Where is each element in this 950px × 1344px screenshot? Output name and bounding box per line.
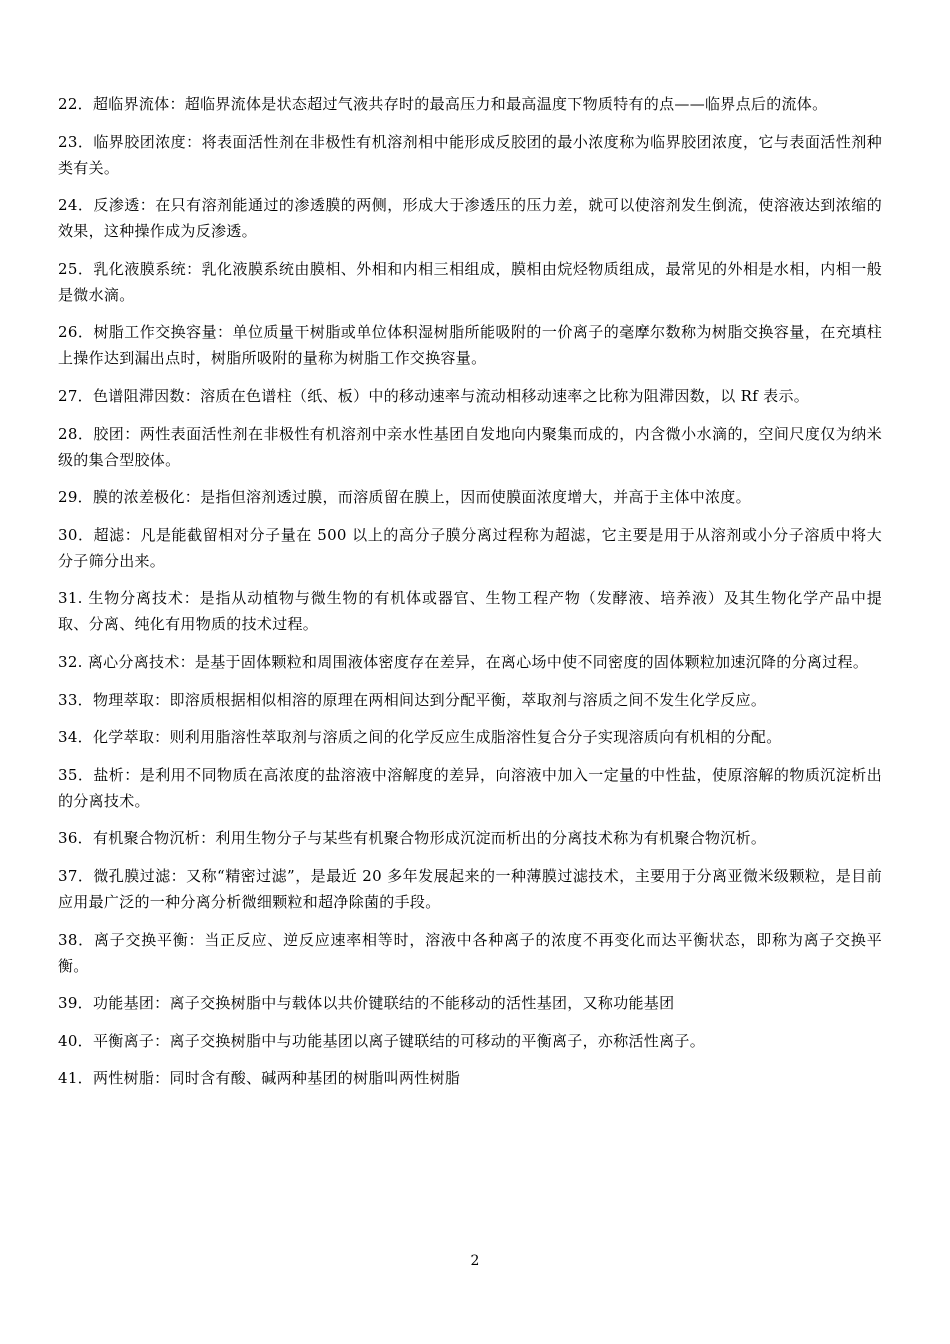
glossary-entry-34: 34．化学萃取：则利用脂溶性萃取剂与溶质之间的化学反应生成脂溶性复合分子实现溶质向有机相的分配。 xyxy=(58,728,782,747)
glossary-entry-22: 22．超临界流体：超临界流体是状态超过气液共存时的最高压力和最高温度下物质特有的点——临界点后的流体。 xyxy=(58,95,828,113)
glossary-entry-39: 39．功能基团：离子交换树脂中与载体以共价键联结的不能移动的活性基团，又称功能基团 xyxy=(58,994,675,1013)
glossary-entry-41: 41．两性树脂：同时含有酸、碱两种基团的树脂叫两性树脂 xyxy=(58,1069,461,1088)
glossary-entry-28: 28．胶团：两性表面活性剂在非极性有机溶剂中亲水性基团自发地向内聚集而成的，内含微小水滴的，空间尺度仅为纳米级的集合型胶体。 xyxy=(58,424,882,469)
glossary-entry-40: 40．平衡离子：离子交换树脂中与功能基团以离子键联结的可移动的平衡离子，亦称活性离子。 xyxy=(58,1031,705,1050)
glossary-entry-36: 36．有机聚合物沉析：利用生物分子与某些有机聚合物形成沉淀而析出的分离技术称为有机聚合物沉析。 xyxy=(58,829,767,848)
glossary-list xyxy=(58,91,882,1103)
glossary-entry-27: 27．色谱阻滞因数：溶质在色谱柱（纸、板）中的移动速率与流动相移动速率之比称为阻滞因数，以 Rf 表示。 xyxy=(58,386,810,405)
glossary-entry-24: 24．反渗透：在只有溶剂能通过的渗透膜的两侧，形成大于渗透压的压力差，就可以使溶剂发生倒流，使溶液达到浓缩的效果，这种操作成为反渗透。 xyxy=(58,196,882,241)
glossary-entry-38: 38．离子交换平衡：当正反应、逆反应速率相等时，溶液中各种离子的浓度不再变化而达平衡状态，即称为离子交换平衡。 xyxy=(58,930,882,975)
glossary-entry-30: 30．超滤：凡是能截留相对分子量在 500 以上的高分子膜分离过程称为超滤，它主要是用于从溶剂或小分子溶质中将大分子筛分出来。 xyxy=(58,525,882,570)
glossary-entry-25: 25．乳化液膜系统：乳化液膜系统由膜相、外相和内相三相组成，膜相由烷烃物质组成，最常见的外相是水相，内相一般是微水滴。 xyxy=(58,259,882,304)
glossary-entry-32: 32. 离心分离技术：是基于固体颗粒和周围液体密度存在差异，在离心场中使不同密度的固体颗粒加速沉降的分离过程。 xyxy=(58,652,869,671)
glossary-entry-35: 35．盐析：是利用不同物质在高浓度的盐溶液中溶解度的差异，向溶液中加入一定量的中性盐，使原溶解的物质沉淀析出的分离技术。 xyxy=(58,765,882,810)
page-number: 2 xyxy=(470,1253,480,1269)
glossary-entry-23: 23．临界胶团浓度：将表面活性剂在非极性有机溶剂相中能形成反胶团的最小浓度称为临界胶团浓度，它与表面活性剂种类有关。 xyxy=(58,132,882,177)
glossary-entry-33: 33．物理萃取：即溶质根据相似相溶的原理在两相间达到分配平衡，萃取剂与溶质之间不发生化学反应。 xyxy=(58,690,767,709)
glossary-entry-37: 37．微孔膜过滤：又称“精密过滤”，是最近 20 多年发展起来的一种薄膜过滤技术，主要用于分离亚微米级颗粒，是目前应用最广泛的一种分离分析微细颗粒和超净除菌的手段。 xyxy=(58,866,882,911)
glossary-entry-29: 29．膜的浓差极化：是指但溶剂透过膜，而溶质留在膜上，因而使膜面浓度增大，并高于主体中浓度。 xyxy=(58,488,751,507)
glossary-entry-31: 31. 生物分离技术：是指从动植物与微生物的有机体或器官、生物工程产物（发酵液、培养液）及其生物化学产品中提取、分离、纯化有用物质的技术过程。 xyxy=(58,589,882,634)
glossary-entry-26: 26．树脂工作交换容量：单位质量干树脂或单位体积湿树脂所能吸附的一价离子的毫摩尔数称为树脂交换容量，在充填柱上操作达到漏出点时，树脂所吸附的量称为树脂工作交换容量。 xyxy=(58,323,882,368)
